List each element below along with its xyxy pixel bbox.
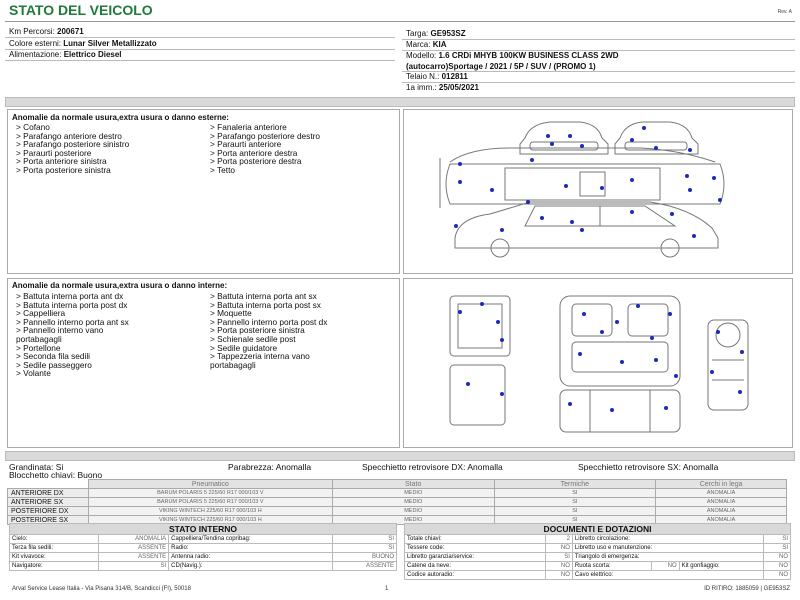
revision-label: Rev. A: [777, 9, 792, 15]
list-item: > Tetto: [210, 164, 235, 175]
table-row: Libretto garanzia/service: SI Triangolo di emergenza: NO: [405, 553, 791, 562]
rims-col-header: Cerchi in lega: [656, 480, 787, 489]
hail-status: Grandinata: Si: [9, 462, 64, 472]
table-row: Cielo: ANOMALIA Cappelliera/Tendina copribag: SI: [10, 535, 397, 544]
windscreen-status: Parabrezza: Anomalla: [228, 462, 312, 472]
list-item: > Fanaleria anteriore: [210, 122, 287, 132]
damage-marker: [458, 162, 462, 166]
internal-state-table: [9, 523, 397, 571]
tyre-col-header: Pneumatico: [88, 480, 332, 489]
damage-marker: [568, 134, 572, 138]
list-item: > Cofano: [16, 122, 50, 132]
damage-marker: [500, 228, 504, 232]
plate-field: Targa: GE953SZ: [406, 29, 466, 38]
damage-marker: [630, 178, 634, 182]
damage-marker: [578, 352, 582, 356]
chassis-field: Telaio N.: 012811: [406, 72, 468, 81]
mirror-dx-status: Specchietto retrovisore DX: Anomalla: [362, 462, 503, 472]
list-item: > Porta anteriore sinistra: [16, 156, 107, 167]
table-row: Catene da neve: NO Ruota scorta: NO Kit gonfiaggio: NO: [405, 562, 791, 571]
list-item: > Paraurti posteriore: [16, 147, 92, 158]
list-item: > Paraurti anteriore: [210, 139, 282, 150]
damage-marker: [692, 234, 696, 238]
list-item: > Volante: [16, 368, 51, 379]
table-row: Terza fila sedili: ASSENTE Radio: SI: [10, 544, 397, 553]
internal-damage-list-1: [16, 292, 129, 378]
list-item: > Cappelliera: [16, 308, 66, 319]
damage-marker: [636, 304, 640, 308]
color-field: Colore esterni: Lunar Silver Metallizzato: [9, 39, 157, 48]
table-row: POSTERIORE DX VIKING WINTECH 225/60 R17 000/103 H MEDIO SI ANOMALIA: [8, 507, 787, 516]
damage-marker: [664, 406, 668, 410]
footer-company: Arval Service Lease Italia - Via Pisana 314/B, Scandicci (FI), 50018: [12, 586, 191, 592]
damage-marker: [688, 148, 692, 152]
exterior-damage-markers: [430, 118, 730, 268]
damage-marker: [670, 212, 674, 216]
damage-marker: [630, 138, 634, 142]
thermal-col-header: Termiche: [494, 480, 656, 489]
damage-marker: [530, 158, 534, 162]
damage-marker: [580, 228, 584, 232]
external-damage-list-1: [16, 123, 129, 175]
list-item: portabagagli: [210, 359, 256, 370]
table-row: Codice autoradio: NO Cavo elettrico: NO: [405, 571, 791, 580]
list-item: > Porta posteriore sinistra: [210, 325, 305, 336]
section-bar-top: [5, 97, 795, 107]
damage-marker: [582, 312, 586, 316]
list-item: > Porta posteriore destra: [210, 156, 302, 167]
damage-marker: [718, 198, 722, 202]
damage-marker: [710, 370, 714, 374]
table-row: Totale chiavi: 2 Libretto circolazione: SI: [405, 535, 791, 544]
interior-damage-markers: [440, 290, 770, 440]
damage-marker: [610, 408, 614, 412]
tyres-table: [7, 479, 787, 525]
list-item: > Battuta interna porta ant sx: [210, 291, 317, 301]
model-field: Modello: 1.6 CRDi MHYB 100KW BUSINESS CLASS 2WD: [406, 51, 619, 60]
damage-marker: [496, 320, 500, 324]
list-item: > Moquette: [210, 308, 252, 319]
table-row: ANTERIORE SX BARUM POLARIS 5 225/60 R17 000/103 V MEDIO SI ANOMALIA: [8, 498, 787, 507]
damage-marker: [712, 176, 716, 180]
model-field-cont: (autocarro)Sportage / 2021 / 5P / SUV / (PROMO 1): [406, 62, 596, 71]
damage-marker: [615, 320, 619, 324]
damage-marker: [570, 220, 574, 224]
list-item: > Parafango anteriore destro: [16, 130, 122, 141]
table-row: ANTERIORE DX BARUM POLARIS 5 225/60 R17 000/103 V MEDIO SI ANOMALIA: [8, 489, 787, 498]
mirror-sx-status: Specchietto retrovisore SX: Anomalla: [578, 462, 719, 472]
damage-marker: [740, 350, 744, 354]
documents-table: [404, 523, 791, 580]
documents-title: DOCUMENTI E DOTAZIONI: [405, 524, 791, 535]
damage-marker: [550, 142, 554, 146]
damage-marker: [716, 330, 720, 334]
damage-marker: [654, 146, 658, 150]
list-item: > Porta anteriore destra: [210, 147, 298, 158]
damage-marker: [466, 382, 470, 386]
keys-status: Blocchetto chiavi: Buono: [9, 470, 103, 480]
brand-field: Marca: KIA: [406, 40, 447, 49]
damage-marker: [642, 126, 646, 130]
list-item: portabagagli: [16, 333, 62, 344]
table-row: Tessere code: NO Libretto uso e manutenzione: SI: [405, 544, 791, 553]
footer-page-number: 1: [385, 586, 389, 592]
footer-id: ID RITIRO: 1885059 | GE953SZ: [704, 586, 790, 592]
list-item: > Battuta interna porta post dx: [16, 299, 128, 310]
list-item: > Pannello interno porta ant sx: [16, 316, 129, 327]
damage-marker: [490, 188, 494, 192]
damage-marker: [546, 134, 550, 138]
damage-marker: [600, 330, 604, 334]
damage-marker: [480, 302, 484, 306]
external-damage-list-2: [210, 123, 320, 175]
damage-marker: [620, 360, 624, 364]
list-item: > Schienale sedile post: [210, 333, 296, 344]
damage-marker: [564, 184, 568, 188]
list-item: > Battuta interna porta post sx: [210, 299, 321, 310]
damage-marker: [688, 188, 692, 192]
damage-marker: [526, 200, 530, 204]
damage-marker: [630, 210, 634, 214]
damage-marker: [568, 402, 572, 406]
list-item: > Parafango posteriore destro: [210, 130, 321, 141]
state-col-header: Stato: [332, 480, 494, 489]
list-item: > Pannello interno porta post dx: [210, 316, 328, 327]
damage-marker: [654, 358, 658, 362]
table-row: Navigatore: SI CD(Navig.): ASSENTE: [10, 562, 397, 571]
damage-marker: [600, 186, 604, 190]
list-item: > Seconda fila sedili: [16, 351, 91, 362]
section-bar-bottom: [5, 451, 795, 461]
damage-marker: [458, 310, 462, 314]
km-field: Km Percorsi: 200671: [9, 27, 84, 36]
title-divider: [5, 21, 795, 22]
list-item: > Portellone: [16, 342, 61, 353]
damage-marker: [540, 216, 544, 220]
list-item: > Porta posteriore sinistra: [16, 164, 111, 175]
damage-marker: [674, 374, 678, 378]
damage-marker: [454, 224, 458, 228]
internal-damage-title: Anomalie da normale usura,extra usura o danno interne:: [12, 281, 228, 290]
damage-marker: [500, 392, 504, 396]
damage-marker: [500, 338, 504, 342]
page-title: STATO DEL VEICOLO: [9, 2, 153, 18]
external-damage-title: Anomalie da normale usura,extra usura o danno esterne:: [12, 113, 229, 122]
list-item: > Parafango posteriore sinistro: [16, 139, 130, 150]
damage-marker: [650, 336, 654, 340]
table-row: Kit vivavoce: ASSENTE Antenna radio: BUONO: [10, 553, 397, 562]
fuel-field: Alimentazione: Elettrico Diesel: [9, 50, 122, 59]
damage-marker: [580, 144, 584, 148]
internal-state-title: STATO INTERNO: [10, 524, 397, 535]
table-row: POSTERIORE SX VIKING WINTECH 225/60 R17 000/103 H MEDIO SI ANOMALIA: [8, 516, 787, 525]
damage-marker: [685, 174, 689, 178]
list-item: > Sedile guidatore: [210, 342, 278, 353]
internal-damage-list-2: [210, 292, 327, 369]
damage-marker: [458, 180, 462, 184]
list-item: > Battuta interna porta ant dx: [16, 291, 124, 301]
list-item: > Sedile passeggero: [16, 359, 92, 370]
registration-field: 1a imm.: 25/05/2021: [406, 83, 479, 92]
damage-marker: [738, 390, 742, 394]
list-item: > Tappezzeria interna vano: [210, 351, 310, 362]
list-item: > Pannello interno vano: [16, 325, 104, 336]
damage-marker: [668, 312, 672, 316]
